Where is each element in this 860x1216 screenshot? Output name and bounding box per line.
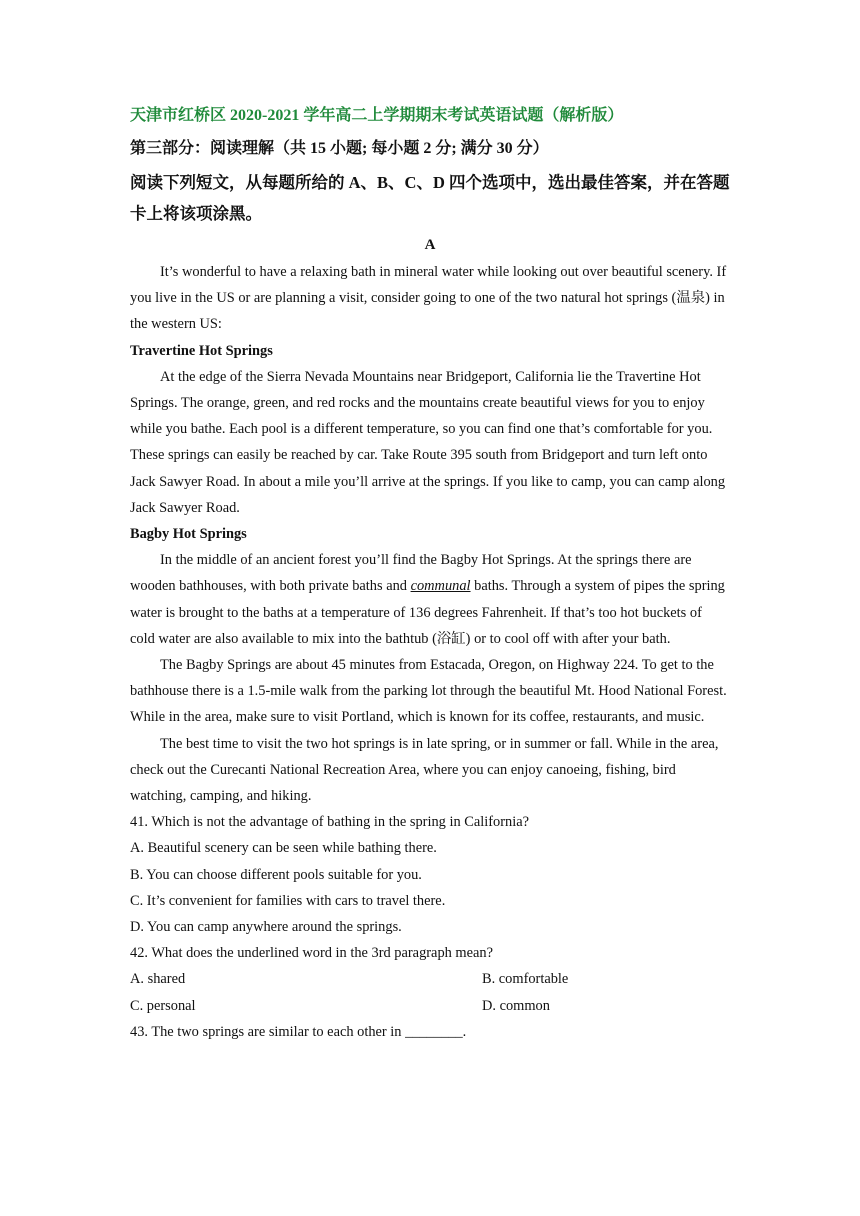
document-title: 天津市红桥区 2020-2021 学年高二上学期期末考试英语试题（解析版） (130, 107, 624, 124)
bagby-text-before: In the middle of an ancient forest you’ll find the Bagby Hot Springs. At the springs there are wooden bathhouses, with both private baths and (130, 552, 692, 595)
option-c: C. personal (130, 997, 196, 1014)
question-stem: 42. What does the underlined word in the 3rd paragraph mean? (130, 945, 493, 962)
question-stem: 41. Which is not the advantage of bathing in the spring in California? (130, 814, 529, 831)
options-row (130, 966, 730, 992)
travertine-paragraph: At the edge of the Sierra Nevada Mountains near Bridgeport, California lie the Travertine Hot Springs. The orange, green, and red rocks and the mountains create beautiful views for you to enjoy while you bathe. Each pool is a different temperature, so you can find one that’s comfortable for you. These springs can easily be reached by car. Take Route 395 south from Bridgeport and turn left onto Jack Sawyer Road. In about a mile you’ll arrive at the springs. If you like to camp, you can camp along Jack Sawyer Road. (130, 368, 726, 516)
instructions: 阅读下列短文，从每题所给的 A、B、C、D 四个选项中，选出最佳答案，并在答题卡上将该项涂黑。 (130, 173, 730, 223)
option-a: A. shared (130, 971, 186, 988)
option-d: D. common (482, 997, 550, 1014)
bagby-heading: Bagby Hot Springs (130, 526, 247, 543)
closing-paragraph: The best time to visit the two hot springs is in late spring, or in summer or fall. While in the area, check out the Curecanti National Recreation Area, where you can enjoy canoeing, fishing, bird watching, camping, and hiking. (130, 735, 719, 805)
passage-intro: It’s wonderful to have a relaxing bath in mineral water while looking out over beautiful scenery. If you live in the US or are planning a visit, consider going to one of the two natural hot springs (温泉) in the western US: (130, 264, 727, 333)
underlined-word: communal (410, 578, 471, 595)
passage-letter: A (424, 237, 436, 253)
document-page (130, 104, 730, 1045)
question-41 (130, 809, 730, 940)
question-stem: 43. The two springs are similar to each other in ________. (130, 1023, 467, 1040)
bagby-text-after: baths. Through a system of pipes the spring water is brought to the baths at a temperature of 136 degrees Fahrenheit. If that’s too hot buckets of cold water are also available to mix into the bathtub (浴缸) or to cool off with after your bath. (130, 578, 725, 647)
bagby-paragraph-2: The Bagby Springs are about 45 minutes from Estacada, Oregon, on Highway 224. To get to the bathhouse there is a 1.5-mile walk from the parking lot through the beautiful Mt. Hood National Forest. While in the area, make sure to visit Portland, which is known for its coffee, restaurants, and music. (130, 657, 727, 726)
option-b: B. You can choose different pools suitable for you. (130, 866, 422, 883)
option-d: D. You can camp anywhere around the springs. (130, 919, 402, 936)
section-heading: 第三部分：阅读理解（共 15 小题; 每小题 2 分; 满分 30 分） (130, 140, 549, 157)
question-42 (130, 940, 730, 1019)
question-43 (130, 1019, 730, 1045)
option-a: A. Beautiful scenery can be seen while bathing there. (130, 840, 437, 857)
option-b: B. comfortable (482, 971, 569, 988)
option-c: C. It’s convenient for families with cars to travel there. (130, 892, 446, 909)
options-row (130, 993, 730, 1019)
travertine-heading: Travertine Hot Springs (130, 342, 273, 359)
bagby-paragraph-1 (130, 547, 730, 652)
